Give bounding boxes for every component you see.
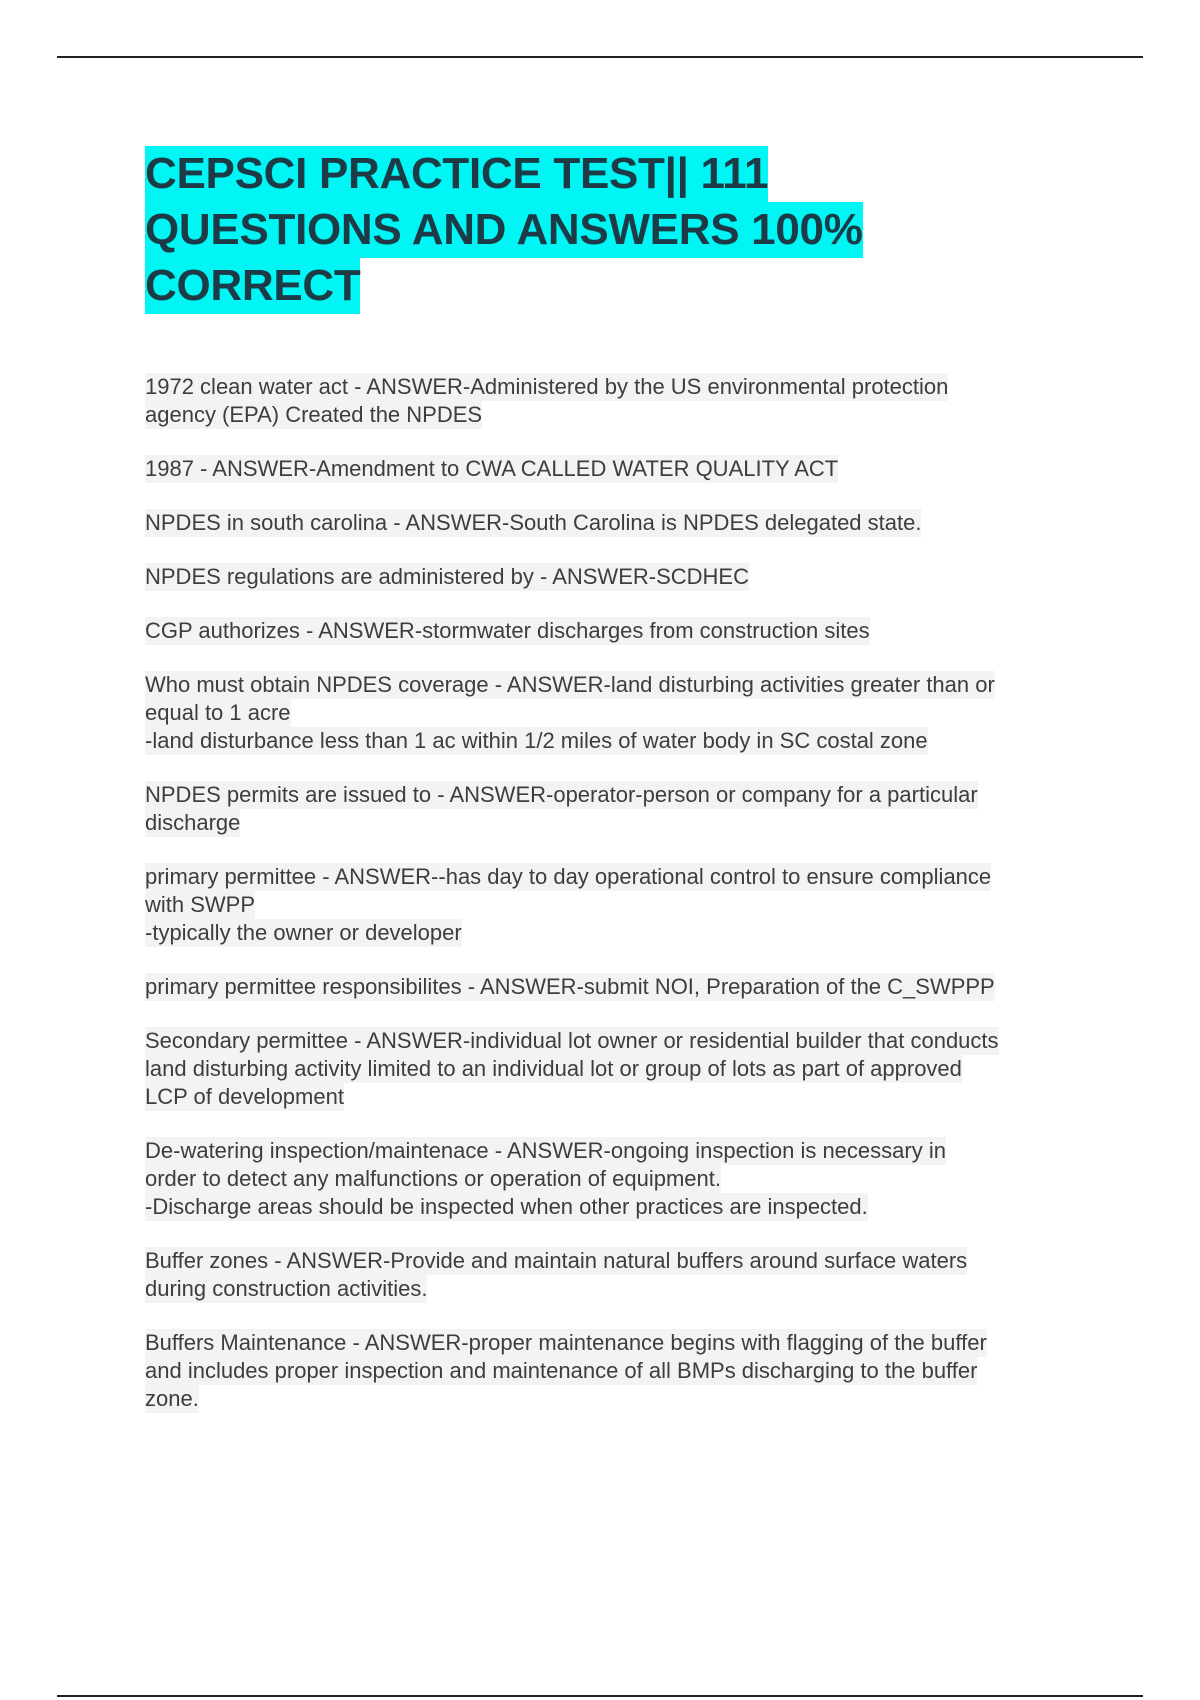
qa-line: -land disturbance less than 1 ac within 1/2 miles of water body in SC costal zone: [145, 728, 928, 753]
qa-list: [145, 373, 1090, 1413]
qa-item: [145, 1137, 1090, 1221]
qa-line: land disturbing activity limited to an individual lot or group of lots as part of approved: [145, 1056, 962, 1081]
qa-item: [145, 671, 1090, 755]
qa-line: NPDES permits are issued to - ANSWER-operator-person or company for a particular: [145, 782, 978, 807]
qa-line: De-watering inspection/maintenace - ANSWER-ongoing inspection is necessary in: [145, 1138, 946, 1163]
qa-line: and includes proper inspection and maintenance of all BMPs discharging to the buffer: [145, 1358, 978, 1383]
qa-line: with SWPP: [145, 892, 256, 917]
title-line: CEPSCI PRACTICE TEST|| 111: [145, 146, 768, 202]
document-title: [145, 146, 1090, 314]
qa-line: Who must obtain NPDES coverage - ANSWER-land disturbing activities greater than or: [145, 672, 995, 697]
qa-line: CGP authorizes - ANSWER-stormwater discharges from construction sites: [145, 618, 870, 643]
qa-item: [145, 373, 1090, 429]
qa-line: order to detect any malfunctions or operation of equipment.: [145, 1166, 722, 1191]
qa-line: agency (EPA) Created the NPDES: [145, 402, 483, 427]
qa-line: NPDES in south carolina - ANSWER-South Carolina is NPDES delegated state.: [145, 510, 922, 535]
qa-item: [145, 1247, 1090, 1303]
qa-line: Secondary permittee - ANSWER-individual lot owner or residential builder that conducts: [145, 1028, 999, 1053]
qa-item: [145, 1329, 1090, 1413]
qa-line: Buffer zones - ANSWER-Provide and maintain natural buffers around surface waters: [145, 1248, 968, 1273]
qa-item: [145, 563, 1090, 591]
qa-item: [145, 863, 1090, 947]
qa-line: Buffers Maintenance - ANSWER-proper maintenance begins with flagging of the buffer: [145, 1330, 987, 1355]
qa-item: [145, 509, 1090, 537]
title-line: QUESTIONS AND ANSWERS 100%: [145, 202, 863, 258]
title-line: CORRECT: [145, 258, 360, 314]
qa-line: 1972 clean water act - ANSWER-Administered by the US environmental protection: [145, 374, 949, 399]
qa-item: [145, 781, 1090, 837]
qa-line: primary permittee responsibilites - ANSWER-submit NOI, Preparation of the C_SWPPP: [145, 974, 995, 999]
qa-line: equal to 1 acre: [145, 700, 291, 725]
qa-item: [145, 617, 1090, 645]
qa-line: NPDES regulations are administered by - ANSWER-SCDHEC: [145, 564, 749, 589]
qa-line: zone.: [145, 1386, 199, 1411]
qa-line: -typically the owner or developer: [145, 920, 462, 945]
bottom-rule: [57, 1695, 1143, 1697]
qa-line: 1987 - ANSWER-Amendment to CWA CALLED WATER QUALITY ACT: [145, 456, 839, 481]
qa-line: LCP of development: [145, 1084, 344, 1109]
qa-line: discharge: [145, 810, 241, 835]
qa-item: [145, 455, 1090, 483]
qa-item: [145, 1027, 1090, 1111]
qa-line: -Discharge areas should be inspected when other practices are inspected.: [145, 1194, 868, 1219]
qa-item: [145, 973, 1090, 1001]
top-rule: [57, 56, 1143, 58]
document-body: [145, 146, 1090, 1439]
qa-line: during construction activities.: [145, 1276, 428, 1301]
qa-line: primary permittee - ANSWER--has day to day operational control to ensure compliance: [145, 864, 992, 889]
